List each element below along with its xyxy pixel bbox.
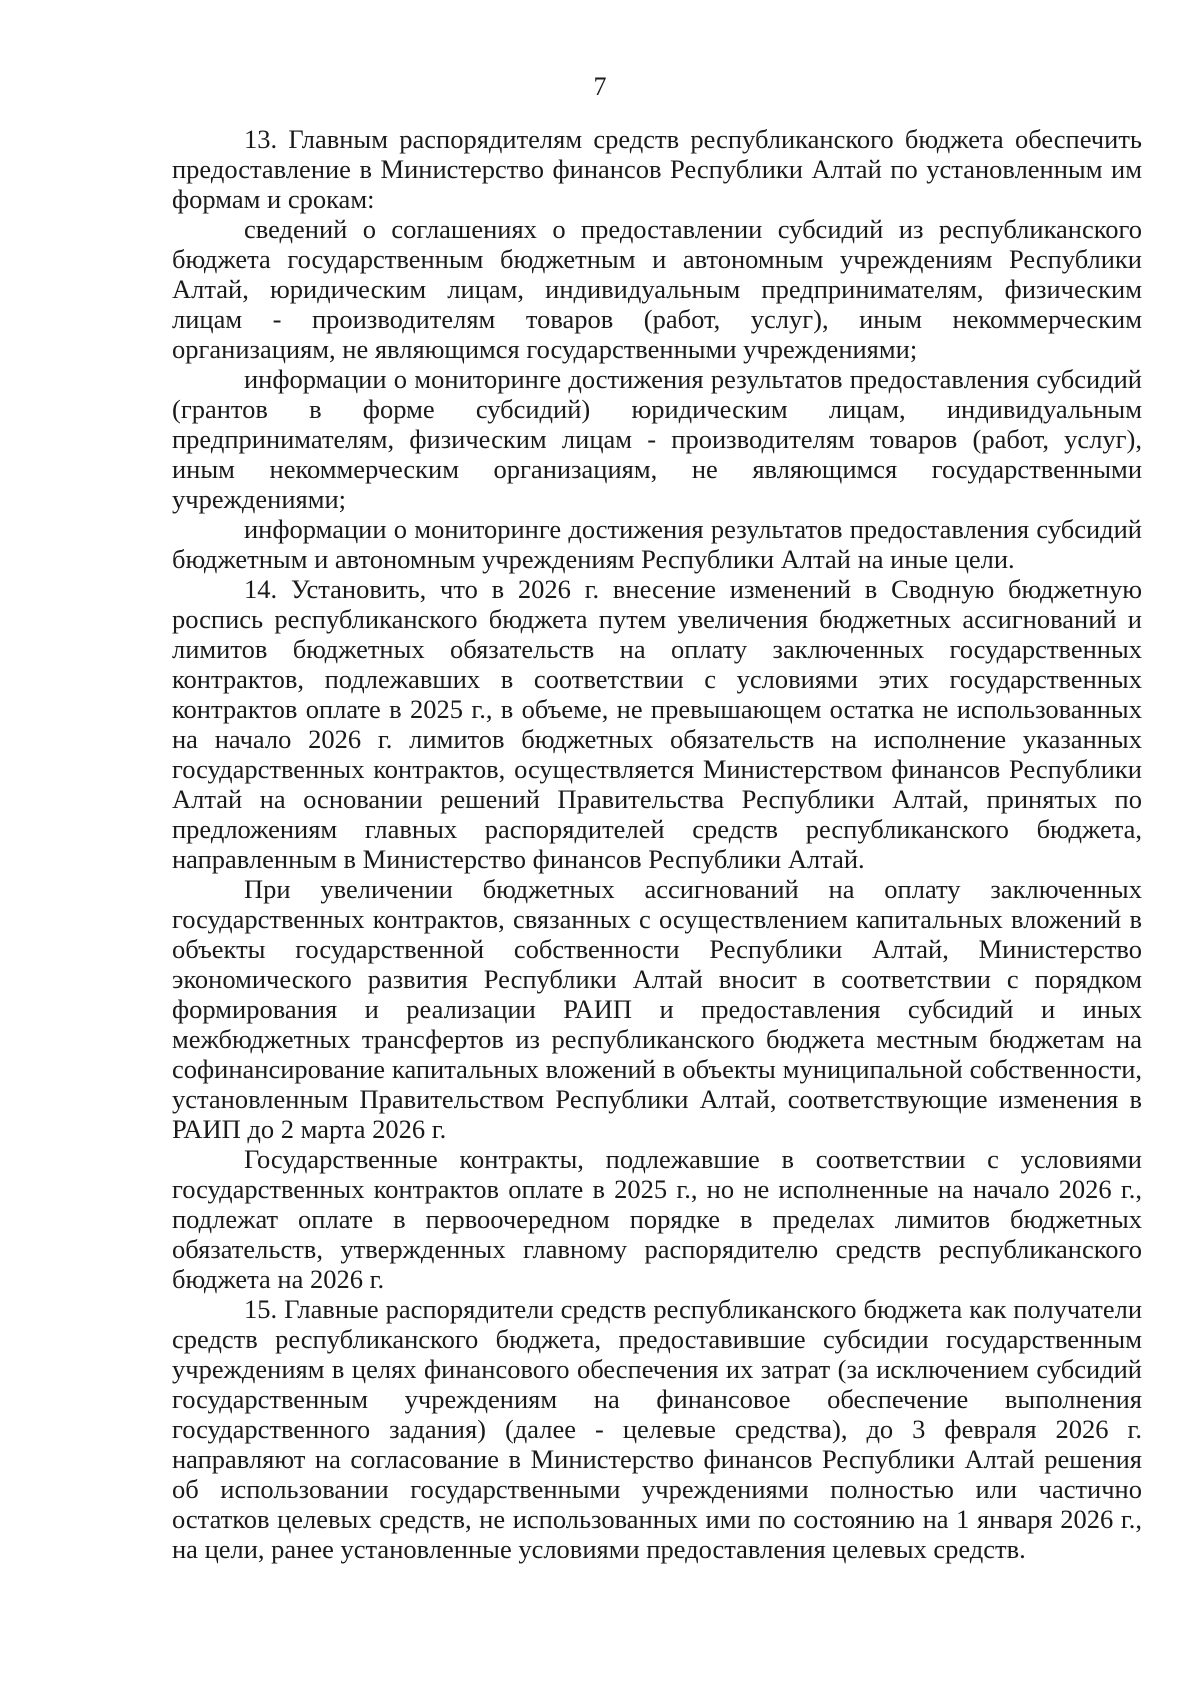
paragraph-14-state-contracts: Государственные контракты, подлежавшие в соответствии с условиями государственных контрактов оплате в 2025 г., но не исполненные на начало 2026 г., подлежат оплате в первоочередном порядке в пределах лимитов бюджетных обязательств, утвержденных главному распорядителю средств республиканского бюджета на 2026 г. (172, 1144, 1142, 1294)
paragraph-14: 14. Установить, что в 2026 г. внесение изменений в Сводную бюджетную роспись республиканского бюджета путем увеличения бюджетных ассигнований и лимитов бюджетных обязательств на оплату заключенных государственных контрактов, подлежавших в соответствии с условиями этих государственных контрактов оплате в 2025 г., в объеме, не превышающем остатка не использованных на начало 2026 г. лимитов бюджетных обязательств на исполнение указанных государственных контрактов, осуществляется Министерством финансов Республики Алтай на основании решений Правительства Республики Алтай, принятых по предложениям главных распорядителей средств республиканского бюджета, направленным в Министерство финансов Республики Алтай. (172, 574, 1142, 874)
paragraph-13-monitoring-institutions: информации о мониторинге достижения результатов предоставления субсидий бюджетным и автономным учреждениям Республики Алтай на иные цели. (172, 514, 1142, 574)
paragraph-13-monitoring-grants: информации о мониторинге достижения результатов предоставления субсидий (грантов в форме субсидий) юридическим лицам, индивидуальным предпринимателям, физическим лицам - производителям товаров (работ, услуг), иным некоммерческим организациям, не являющимся государственными учреждениями; (172, 364, 1142, 514)
page-number: 7 (593, 72, 607, 101)
paragraph-14-capital-investments: При увеличении бюджетных ассигнований на оплату заключенных государственных контрактов, связанных с осуществлением капитальных вложений в объекты государственной собственности Республики Алтай, Министерство экономического развития Республики Алтай вносит в соответствии с порядком формирования и реализации РАИП и предоставления субсидий и иных межбюджетных трансфертов из республиканского бюджета местным бюджетам на софинансирование капитальных вложений в объекты муниципальной собственности, установленным Правительством Республики Алтай, соответствующие изменения в РАИП до 2 марта 2026 г. (172, 874, 1142, 1144)
paragraph-13-agreements: сведений о соглашениях о предоставлении субсидий из республиканского бюджета государственным бюджетным и автономным учреждениям Республики Алтай, юридическим лицам, индивидуальным предпринимателям, физическим лицам - производителям товаров (работ, услуг), иным некоммерческим организациям, не являющимся государственными учреждениями; (172, 214, 1142, 364)
paragraph-13-intro: 13. Главным распорядителям средств республиканского бюджета обеспечить предоставление в Министерство финансов Республики Алтай по установленным им формам и срокам: (172, 124, 1142, 214)
document-body (172, 124, 1142, 1564)
paragraph-15: 15. Главные распорядители средств республиканского бюджета как получатели средств республиканского бюджета, предоставившие субсидии государственным учреждениям в целях финансового обеспечения их затрат (за исключением субсидий государственным учреждениям на финансовое обеспечение выполнения государственного задания) (далее - целевые средства), до 3 февраля 2026 г. направляют на согласование в Министерство финансов Республики Алтай решения об использовании государственными учреждениями полностью или частично остатков целевых средств, не использованных ими по состоянию на 1 января 2026 г., на цели, ранее установленные условиями предоставления целевых средств. (172, 1294, 1142, 1564)
